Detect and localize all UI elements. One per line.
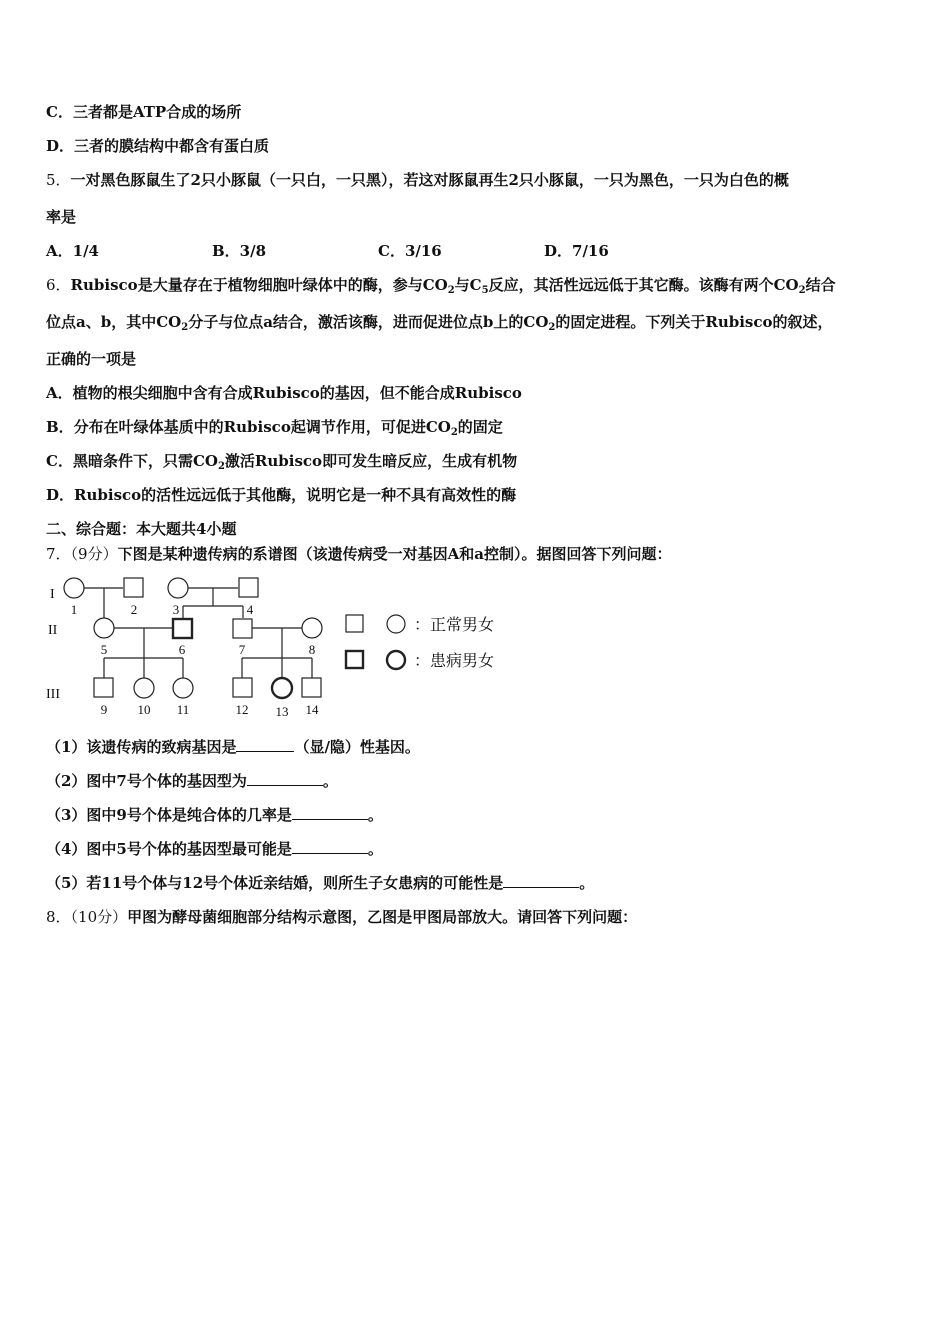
q7-sub1-text: （1）该遗传病的致病基因是 [46, 738, 237, 756]
q5-option-b: B．3/8 [212, 242, 267, 260]
q5-stem-line2: 率是 [46, 208, 77, 226]
q6-text: Rubisco是大量存在于植物细胞叶绿体中的酶，参与CO [70, 276, 448, 294]
subscript: 2 [447, 285, 455, 296]
q7-stem-text: 下图是某种遗传病的系谱图（该遗传病受一对基因A和a控制）。据图回答下列问题： [117, 545, 672, 563]
q6-option-a: A．植物的根尖细胞中含有合成Rubisco的基因，但不能合成Rubisco [46, 384, 522, 402]
q4-option-c: C．三者都是ATP合成的场所 [46, 103, 242, 121]
q7-subquestion-5 [46, 873, 594, 893]
legend-normal-male-icon [346, 615, 363, 632]
q7-subquestion-4 [46, 839, 383, 859]
q8-score: （10分） [70, 908, 128, 926]
individual-1-normal-female [64, 578, 84, 598]
q7-sub3-text: （3）图中9号个体是纯合体的几率是 [46, 806, 292, 824]
q6-option-c [46, 451, 517, 471]
q6-stem-line2 [46, 312, 833, 332]
q6-number: 6． [46, 276, 71, 294]
individual-3-normal-female [168, 578, 188, 598]
q6-text: 分子与位点a结合，激活该酶，进而促进位点b上的CO [188, 313, 549, 331]
generation-label-3: III [46, 687, 60, 702]
q7-sub4-text: （4）图中5号个体的基因型最可能是 [46, 840, 292, 858]
legend-normal-female-icon [387, 615, 405, 633]
q7-sub3-suffix: 。 [367, 806, 383, 824]
q6-text: 位点a、b，其中CO [46, 313, 182, 331]
individual-4-normal-male [239, 578, 258, 597]
subscript: 5 [481, 285, 489, 296]
label-12: 12 [235, 702, 249, 717]
answer-blank[interactable] [247, 785, 323, 786]
q5-option-c: C．3/16 [378, 242, 442, 260]
label-11: 11 [176, 702, 190, 717]
individual-11-normal-female [173, 678, 193, 698]
label-3: 3 [172, 602, 180, 617]
q6-text: 与C [454, 276, 482, 294]
q6-text: 的固定进程。下列关于Rubisco的叙述， [555, 313, 833, 331]
q6-option-c-text: 激活Rubisco即可发生暗反应，生成有机物 [224, 452, 518, 470]
q5-option-d: D．7/16 [544, 242, 609, 260]
q7-subquestion-3 [46, 805, 383, 825]
q5-number: 5． [46, 171, 71, 189]
q6-option-b-text: 的固定 [457, 418, 503, 436]
label-7: 7 [238, 642, 246, 657]
answer-blank[interactable] [292, 853, 368, 854]
label-8: 8 [308, 642, 316, 657]
legend-affected-male-icon [346, 651, 363, 668]
label-5: 5 [100, 642, 108, 657]
individual-5-normal-female [94, 618, 114, 638]
generation-label-1: I [50, 587, 55, 602]
individual-7-normal-male [233, 619, 252, 638]
legend-affected-label: ：患病男女 [414, 653, 495, 670]
generation-label-2: II [48, 623, 58, 638]
q6-option-b [46, 417, 503, 437]
individual-10-normal-female [134, 678, 154, 698]
q6-option-b-text: B．分布在叶绿体基质中的Rubisco起调节作用，可促进CO [46, 418, 451, 436]
q6-text: 反应，其活性远远低于其它酶。该酶有两个CO [488, 276, 799, 294]
individual-6-affected-male [173, 619, 192, 638]
q8-stem [46, 907, 637, 927]
q5-options [46, 241, 609, 261]
q4-option-d: D．三者的膜结构中都含有蛋白质 [46, 137, 270, 155]
q7-number: 7． [46, 545, 71, 563]
q7-sub5-text: （5）若11号个体与12号个体近亲结婚，则所生子女患病的可能性是 [46, 874, 504, 892]
label-14: 14 [305, 702, 319, 717]
section-heading: 二、综合题：本大题共4小题 [46, 520, 237, 538]
q7-stem [46, 544, 671, 564]
q7-subquestion-2 [46, 771, 338, 791]
answer-blank[interactable] [503, 887, 579, 888]
subscript: 2 [217, 461, 225, 472]
subscript: 2 [798, 285, 806, 296]
q7-sub2-text: （2）图中7号个体的基因型为 [46, 772, 247, 790]
q7-score: （9分） [70, 545, 118, 563]
answer-blank[interactable] [292, 819, 368, 820]
q5-text1: 一对黑色豚鼠生了2只小豚鼠（一只白，一只黑），若这对豚鼠再生2只小豚鼠，一只为黑色，一只为白色的概 [70, 171, 789, 189]
subscript: 2 [548, 322, 556, 333]
q6-stem-line3: 正确的一项是 [46, 350, 137, 368]
individual-13-affected-female [272, 678, 292, 698]
label-4: 4 [246, 602, 254, 617]
q8-number: 8． [46, 908, 71, 926]
answer-blank[interactable] [236, 751, 294, 752]
q7-sub5-suffix: 。 [579, 874, 595, 892]
legend-affected-female-icon [387, 651, 405, 669]
label-6: 6 [178, 642, 186, 657]
individual-9-normal-male [94, 678, 113, 697]
q6-text: 结合 [805, 276, 836, 294]
q7-sub1-suffix: （显/隐）性基因。 [294, 738, 420, 756]
label-2: 2 [130, 602, 138, 617]
q7-sub2-suffix: 。 [322, 772, 338, 790]
legend-normal-label: ：正常男女 [414, 617, 495, 634]
q8-stem-text: 甲图为酵母菌细胞部分结构示意图，乙图是甲图局部放大。请回答下列问题： [127, 908, 638, 926]
q6-option-c-text: C．黑暗条件下，只需CO [46, 452, 218, 470]
q6-stem-line1 [46, 275, 836, 295]
individual-14-normal-male [302, 678, 321, 697]
q7-sub4-suffix: 。 [367, 840, 383, 858]
label-13: 13 [275, 704, 289, 719]
individual-2-normal-male [124, 578, 143, 597]
subscript: 2 [450, 427, 458, 438]
pedigree-diagram [40, 570, 520, 720]
label-10: 10 [137, 702, 151, 717]
individual-8-normal-female [302, 618, 322, 638]
subscript: 2 [181, 322, 189, 333]
q6-option-d: D．Rubisco的活性远远低于其他酶，说明它是一种不具有高效性的酶 [46, 486, 517, 504]
label-9: 9 [100, 702, 108, 717]
q5-option-a: A．1/4 [46, 242, 99, 260]
q5-stem-line1 [46, 170, 789, 190]
q7-subquestion-1 [46, 737, 420, 757]
individual-12-normal-male [233, 678, 252, 697]
label-1: 1 [70, 602, 78, 617]
